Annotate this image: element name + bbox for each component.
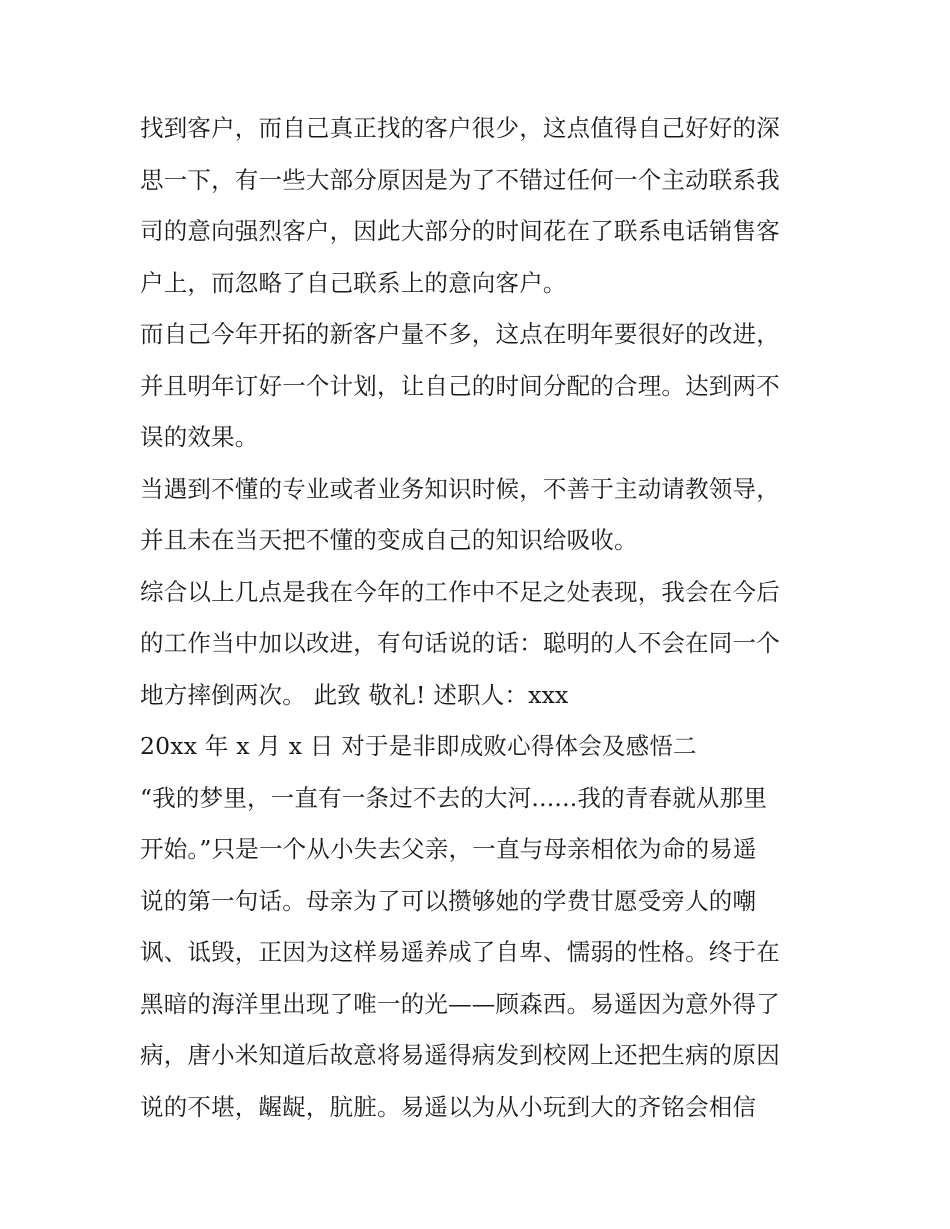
document-body (140, 103, 820, 1133)
text-line: 的工作当中加以改进，有句话说的话：聪明的人不会在同一个 (140, 629, 780, 657)
text-line: “我的梦里，一直有一条过不去的大河......我的青春就从那里 (140, 783, 768, 812)
text-line: 说的第一句话。母亲为了可以攒够她的学费甘愿受旁人的嘲 (140, 886, 757, 915)
section-heading-line: 20xx 年 x 月 x 日 对于是非即成败心得体会及感悟二 (140, 732, 697, 760)
text-line: 开始。”只是一个从小失去父亲，一直与母亲相依为命的易遥 (140, 835, 757, 863)
text-line: 找到客户，而自己真正找的客户很少，这点值得自己好好的深 (140, 114, 780, 142)
text-line: 黑暗的海洋里出现了唯一的光——顾森西。易遥因为意外得了 (140, 989, 780, 1018)
text-line: 误的效果。 (140, 423, 259, 451)
text-line: 地方摔倒两次。 此致 敬礼! 述职人：xxx (140, 680, 569, 709)
text-line: 综合以上几点是我在今年的工作中不足之处表现，我会在今后 (140, 577, 780, 606)
text-line: 并且明年订好一个计划，让自己的时间分配的合理。达到两不 (140, 371, 780, 400)
text-line: 户上，而忽略了自己联系上的意向客户。 (140, 268, 567, 297)
text-line: 并且未在当天把不懂的变成自己的知识给吸收。 (140, 526, 638, 554)
text-line: 讽、诋毁，正因为这样易遥养成了自卑、懦弱的性格。终于在 (140, 938, 780, 966)
text-line: 司的意向强烈客户，因此大部分的时间花在了联系电话销售客 (140, 217, 780, 245)
text-line: 说的不堪，龌龊，肮脏。易遥以为从小玩到大的齐铭会相信 (140, 1092, 757, 1121)
text-line: 思一下，有一些大部分原因是为了不错过任何一个主动联系我 (140, 165, 780, 194)
text-line: 病，唐小米知道后故意将易遥得病发到校网上还把生病的原因 (140, 1041, 780, 1069)
text-line: 而自己今年开拓的新客户量不多，这点在明年要很好的改进， (140, 320, 780, 348)
text-line: 当遇到不懂的专业或者业务知识时候，不善于主动请教领导， (140, 474, 780, 503)
